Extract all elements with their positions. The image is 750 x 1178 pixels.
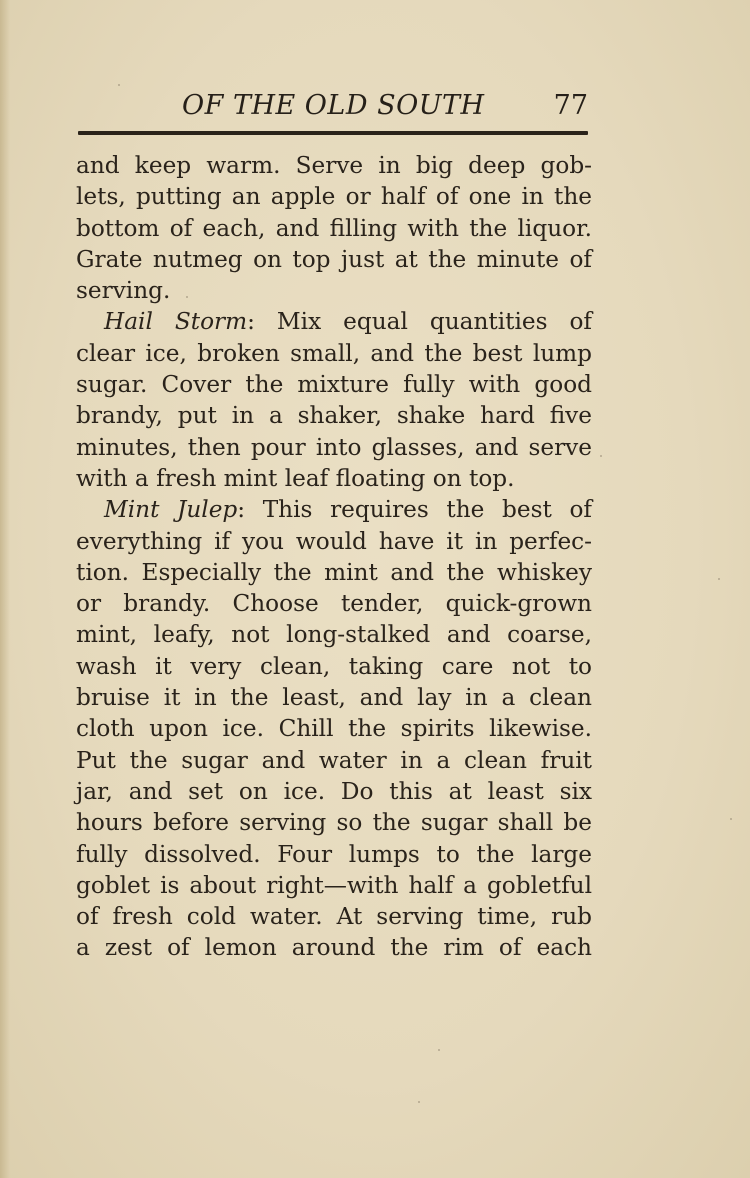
text-line: Grate nutmeg on top just at the minute of: [76, 245, 592, 273]
text-line: bottom of each, and filling with the liquor.: [76, 214, 592, 242]
text-line: Put the sugar and water in a clean fruit: [76, 746, 592, 774]
paper-speck: [186, 296, 188, 298]
recipe-heading-line: [76, 494, 592, 525]
text-line: and keep warm. Serve in big deep gob-: [76, 152, 592, 179]
text-line: bruise it in the least, and lay in a clean: [76, 684, 592, 712]
page-number: 77: [553, 90, 588, 121]
text-line: mint, leafy, not long-stalked and coarse,: [76, 621, 592, 649]
text-line: jar, and set on ice. Do this at least six: [76, 777, 592, 805]
paper-speck: [118, 84, 120, 86]
recipe-intro-text: : This requires the best of: [237, 496, 592, 524]
text-line: hours before serving so the sugar shall be: [76, 809, 592, 837]
text-line: tion. Especially the mint and the whiskey: [76, 558, 592, 586]
text-line: brandy, put in a shaker, shake hard five: [76, 402, 592, 430]
text-line: sugar. Cover the mixture fully with good: [76, 371, 592, 399]
text-line: everything if you would have it in perfec-: [76, 527, 592, 555]
recipe-intro-text: : Mix equal quantities of: [247, 308, 593, 336]
text-line: cloth upon ice. Chill the spirits likewise.: [76, 715, 592, 743]
text-line: or brandy. Choose tender, quick-grown: [76, 590, 592, 618]
recipe-heading-line: [76, 306, 592, 337]
text-line: clear ice, broken small, and the best lump: [76, 339, 592, 367]
paper-speck: [600, 455, 602, 457]
recipe-name-hail-storm: Hail Storm: [104, 308, 248, 336]
text-line: a zest of lemon around the rim of each: [76, 934, 592, 962]
paper-speck: [438, 1049, 440, 1051]
text-line: lets, putting an apple or half of one in the: [76, 183, 592, 211]
text-line: goblet is about right—with half a gobletful: [76, 871, 592, 899]
running-title: OF THE OLD SOUTH: [182, 90, 485, 121]
text-line: fully dissolved. Four lumps to the large: [76, 840, 592, 868]
text-line: minutes, then pour into glasses, and serve: [76, 433, 592, 461]
text-line: with a fresh mint leaf floating on top.: [76, 464, 515, 492]
recipe-name-mint-julep: Mint Julep: [104, 496, 238, 524]
running-head: [78, 88, 588, 128]
spine-shadow: [0, 0, 10, 1178]
text-line: of fresh cold water. At serving time, rub: [76, 903, 592, 931]
header-rule: [78, 131, 588, 135]
paper-speck: [730, 818, 732, 820]
text-line: wash it very clean, taking care not to: [76, 652, 592, 680]
body-text: [76, 150, 592, 964]
paper-speck: [418, 1101, 420, 1103]
text-line: serving.: [76, 277, 171, 305]
paper-speck: [718, 578, 720, 580]
